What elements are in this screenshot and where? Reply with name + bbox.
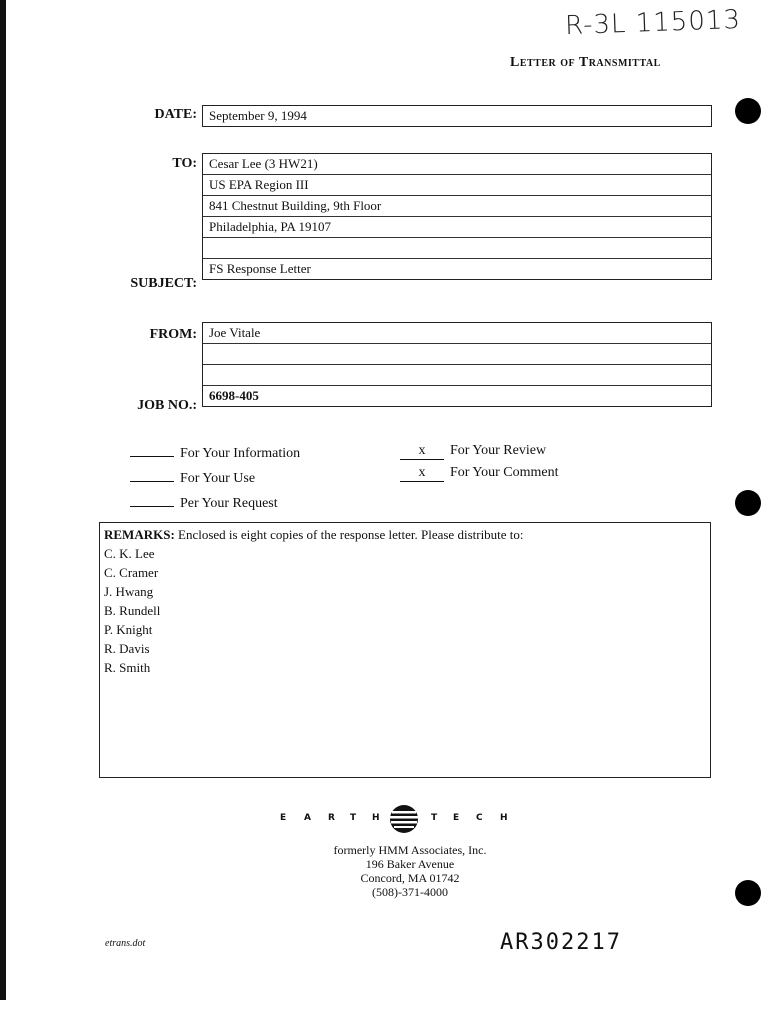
document-stamp: AR302217 bbox=[500, 930, 622, 955]
to-line: US EPA Region III bbox=[203, 175, 711, 196]
to-line: Philadelphia, PA 19107 bbox=[203, 217, 711, 238]
document-title: Letter of Transmittal bbox=[510, 55, 661, 70]
left-edge-bar bbox=[0, 0, 6, 1000]
from-line bbox=[203, 365, 711, 386]
to-line bbox=[203, 238, 711, 259]
address-line: formerly HMM Associates, Inc. bbox=[333, 843, 487, 857]
option-label: For Your Review bbox=[450, 443, 547, 458]
address-line: 196 Baker Avenue bbox=[365, 857, 455, 871]
recipient-name: C. Cramer bbox=[104, 565, 159, 580]
job-number-label: JOB NO.: bbox=[137, 398, 197, 413]
logo-letter: E bbox=[453, 813, 460, 823]
option-mark: x bbox=[400, 443, 444, 460]
option-label: Per Your Request bbox=[180, 496, 278, 511]
recipient-name: J. Hwang bbox=[104, 584, 154, 599]
company-address bbox=[300, 843, 520, 899]
punch-hole bbox=[735, 880, 761, 906]
option-label: For Your Information bbox=[180, 446, 301, 461]
from-label: FROM: bbox=[149, 327, 197, 342]
option-comment bbox=[400, 462, 660, 484]
option-mark: x bbox=[400, 465, 444, 482]
address-line: (508)-371-4000 bbox=[372, 885, 448, 899]
logo-letter: T bbox=[350, 813, 357, 823]
option-mark bbox=[130, 465, 174, 482]
date-box bbox=[202, 105, 712, 127]
handwritten-note: R-3L 115013 bbox=[564, 4, 742, 42]
from-line bbox=[203, 344, 711, 365]
date-value: September 9, 1994 bbox=[209, 108, 307, 123]
option-request bbox=[130, 490, 380, 515]
logo-letter: C bbox=[476, 813, 483, 823]
remarks-box bbox=[99, 522, 711, 778]
address-line: Concord, MA 01742 bbox=[360, 871, 460, 885]
punch-hole bbox=[735, 98, 761, 124]
recipient-name: R. Smith bbox=[104, 660, 151, 675]
globe-icon bbox=[387, 804, 421, 834]
logo-letter: E bbox=[280, 813, 287, 823]
option-information bbox=[130, 440, 380, 465]
option-review bbox=[400, 440, 660, 462]
to-line: Cesar Lee (3 HW21) bbox=[203, 154, 711, 175]
option-mark bbox=[130, 440, 174, 457]
remarks-header bbox=[104, 525, 706, 544]
option-mark bbox=[130, 490, 174, 507]
from-box bbox=[202, 322, 712, 407]
option-label: For Your Use bbox=[180, 471, 256, 486]
company-logo bbox=[280, 804, 540, 834]
recipient-name: C. K. Lee bbox=[104, 546, 155, 561]
logo-letter: R bbox=[328, 813, 335, 823]
logo-letter: H bbox=[500, 813, 508, 823]
recipient-name: P. Knight bbox=[104, 622, 153, 637]
logo-letter: H bbox=[372, 813, 380, 823]
recipient-name: R. Davis bbox=[104, 641, 150, 656]
option-use bbox=[130, 465, 380, 490]
job-number-value: 6698-405 bbox=[209, 388, 259, 403]
from-line: Joe Vitale bbox=[203, 323, 711, 344]
remarks-text: Enclosed is eight copies of the response letter. Please distribute to: bbox=[178, 527, 524, 542]
date-label: DATE: bbox=[154, 107, 197, 122]
subject-label: SUBJECT: bbox=[130, 276, 197, 291]
option-label: For Your Comment bbox=[450, 465, 559, 480]
logo-letter: A bbox=[304, 813, 311, 823]
template-filename: etrans.dot bbox=[105, 938, 146, 949]
to-label: TO: bbox=[172, 156, 197, 171]
recipient-name: B. Rundell bbox=[104, 603, 161, 618]
logo-letter: T bbox=[431, 813, 438, 823]
to-box bbox=[202, 153, 712, 280]
punch-hole bbox=[735, 490, 761, 516]
remarks-label: REMARKS: bbox=[104, 527, 175, 542]
options-left bbox=[130, 440, 380, 515]
options-right bbox=[400, 440, 660, 484]
subject-value: FS Response Letter bbox=[209, 261, 311, 276]
to-line: 841 Chestnut Building, 9th Floor bbox=[203, 196, 711, 217]
